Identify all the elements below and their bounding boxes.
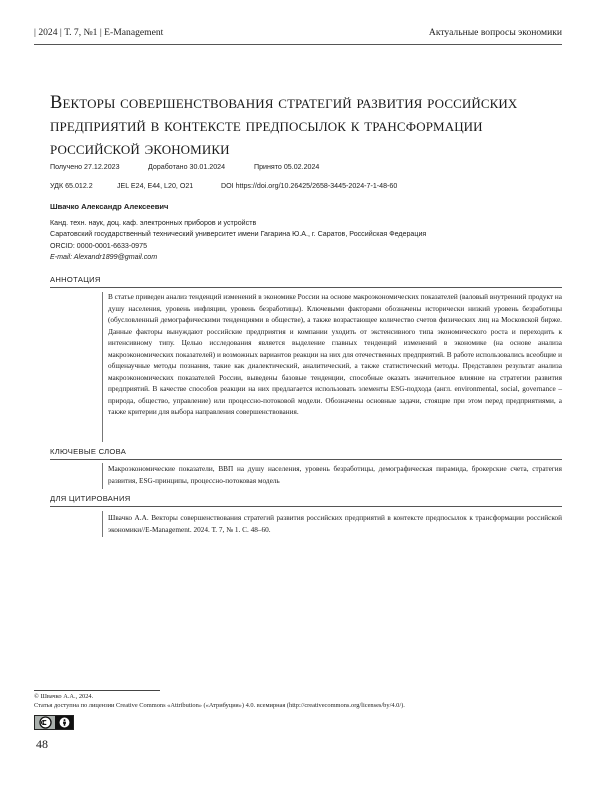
abstract-divider	[102, 292, 103, 442]
abstract-heading: АННОТАЦИЯ	[50, 275, 562, 288]
keywords-heading: КЛЮЧЕВЫЕ СЛОВА	[50, 447, 562, 460]
accepted-date: Принято 05.02.2024	[254, 163, 320, 171]
journal-issue-info: | 2024 | Т. 7, №1 | E-Management	[34, 27, 164, 38]
footnote-rule	[34, 690, 160, 691]
author-name: Швачко Александр Алексеевич	[50, 202, 169, 211]
doi-link[interactable]: DOI https://doi.org/10.26425/2658-3445-2024-7-1-48-60	[221, 182, 398, 190]
cc-logo-icon	[35, 716, 55, 729]
keywords-text: Макроэкономические показатели, ВВП на душу населения, уровень безработицы, демографическая пирамида, брокерские счета, стратегия развития, ESG-принципы, процессно-потоковая модель	[108, 465, 562, 485]
license-notice: Статья доступна по лицензии Creative Commons «Attribution» («Атрибуция») 4.0. всемирная (http://creativecommons.org/licenses/by/4.0/).	[34, 702, 405, 709]
page-number: 48	[36, 737, 48, 751]
received-date: Получено 27.12.2023	[50, 163, 120, 171]
citation-heading: ДЛЯ ЦИТИРОВАНИЯ	[50, 494, 562, 507]
journal-section-name: Актуальные вопросы экономики	[428, 27, 562, 38]
article-classification	[50, 182, 397, 190]
author-affiliation: Саратовский государственный технический университет имени Гагарина Ю.А., г. Саратов, Российская Федерация	[50, 230, 427, 239]
article-title: Векторы совершенствования стратегий развития российских предприятий в контексте предпосылок к трансформации российской экономики	[50, 93, 518, 159]
keywords-divider	[102, 463, 103, 489]
citation-text: Швачко А.А. Векторы совершенствования стратегий развития российских предприятий в контексте предпосылок к трансформации российской экономики//E-Management. 2024. Т. 7, № 1. С. 48–60.	[108, 514, 562, 534]
author-email-line	[50, 252, 560, 263]
copyright-notice: © Швачко А.А., 2024.	[34, 693, 94, 700]
running-header	[34, 27, 562, 45]
author-block	[50, 201, 560, 263]
attribution-person-icon	[55, 716, 73, 729]
revised-date: Доработано 30.01.2024	[148, 163, 226, 171]
jel-codes: JEL E24, E44, L20, O21	[117, 182, 194, 190]
author-position: Канд. техн. наук, доц. каф. электронных приборов и устройств	[50, 219, 257, 228]
email-label: E-mail:	[50, 252, 73, 261]
author-orcid[interactable]: ORCID: 0000-0001-6633-0975	[50, 241, 148, 250]
author-email[interactable]: Alexandr1899@gmail.com	[73, 252, 158, 261]
udc-code: УДК 65.012.2	[50, 182, 93, 190]
cc-by-icon[interactable]	[34, 715, 74, 730]
citation-divider	[102, 511, 103, 537]
abstract-text: В статье приведен анализ тенденций изменений в экономике России на основе макроэкономических показателей (валовый внутренний продукт на душу населения, уровень инфляции, уровень безработицы). Ключевыми факторами обозначены исторически низкий уровень безработицы (обусловленный демографическими тенденциями в обществе), а также возрастающее количество счетов физических лиц на Московской бирже. Данные факторы вынуждают российские предприятия и компании уходить от экстенсивного типа экономического роста и переходить к интенсивному типу. Целью исследования является выделение главных тенденций изменений в экономике (на основе анализа макроэкономических показателей) и возможных вариантов реакции на них для отечественных предприятий. В работе использовались всеобщие и общенаучные методы познания, такие как диалектический, аналитический, а также статистический методы. Представлен результат анализа макроэкономических показателей России, выведены базовые тенденции, способные оказать значительное влияние на стратегии развития предприятий. В качестве способов реакции на них предлагается использовать элементы ESG-подхода (англ. environmental, social, governance – природа, общество, управление) или процессно-потоковой модели. Обозначены основные задачи, стоящие при этом перед предприятиями, а также критерии для выбора направления совершенствования.	[108, 293, 562, 416]
article-dates	[50, 163, 319, 171]
